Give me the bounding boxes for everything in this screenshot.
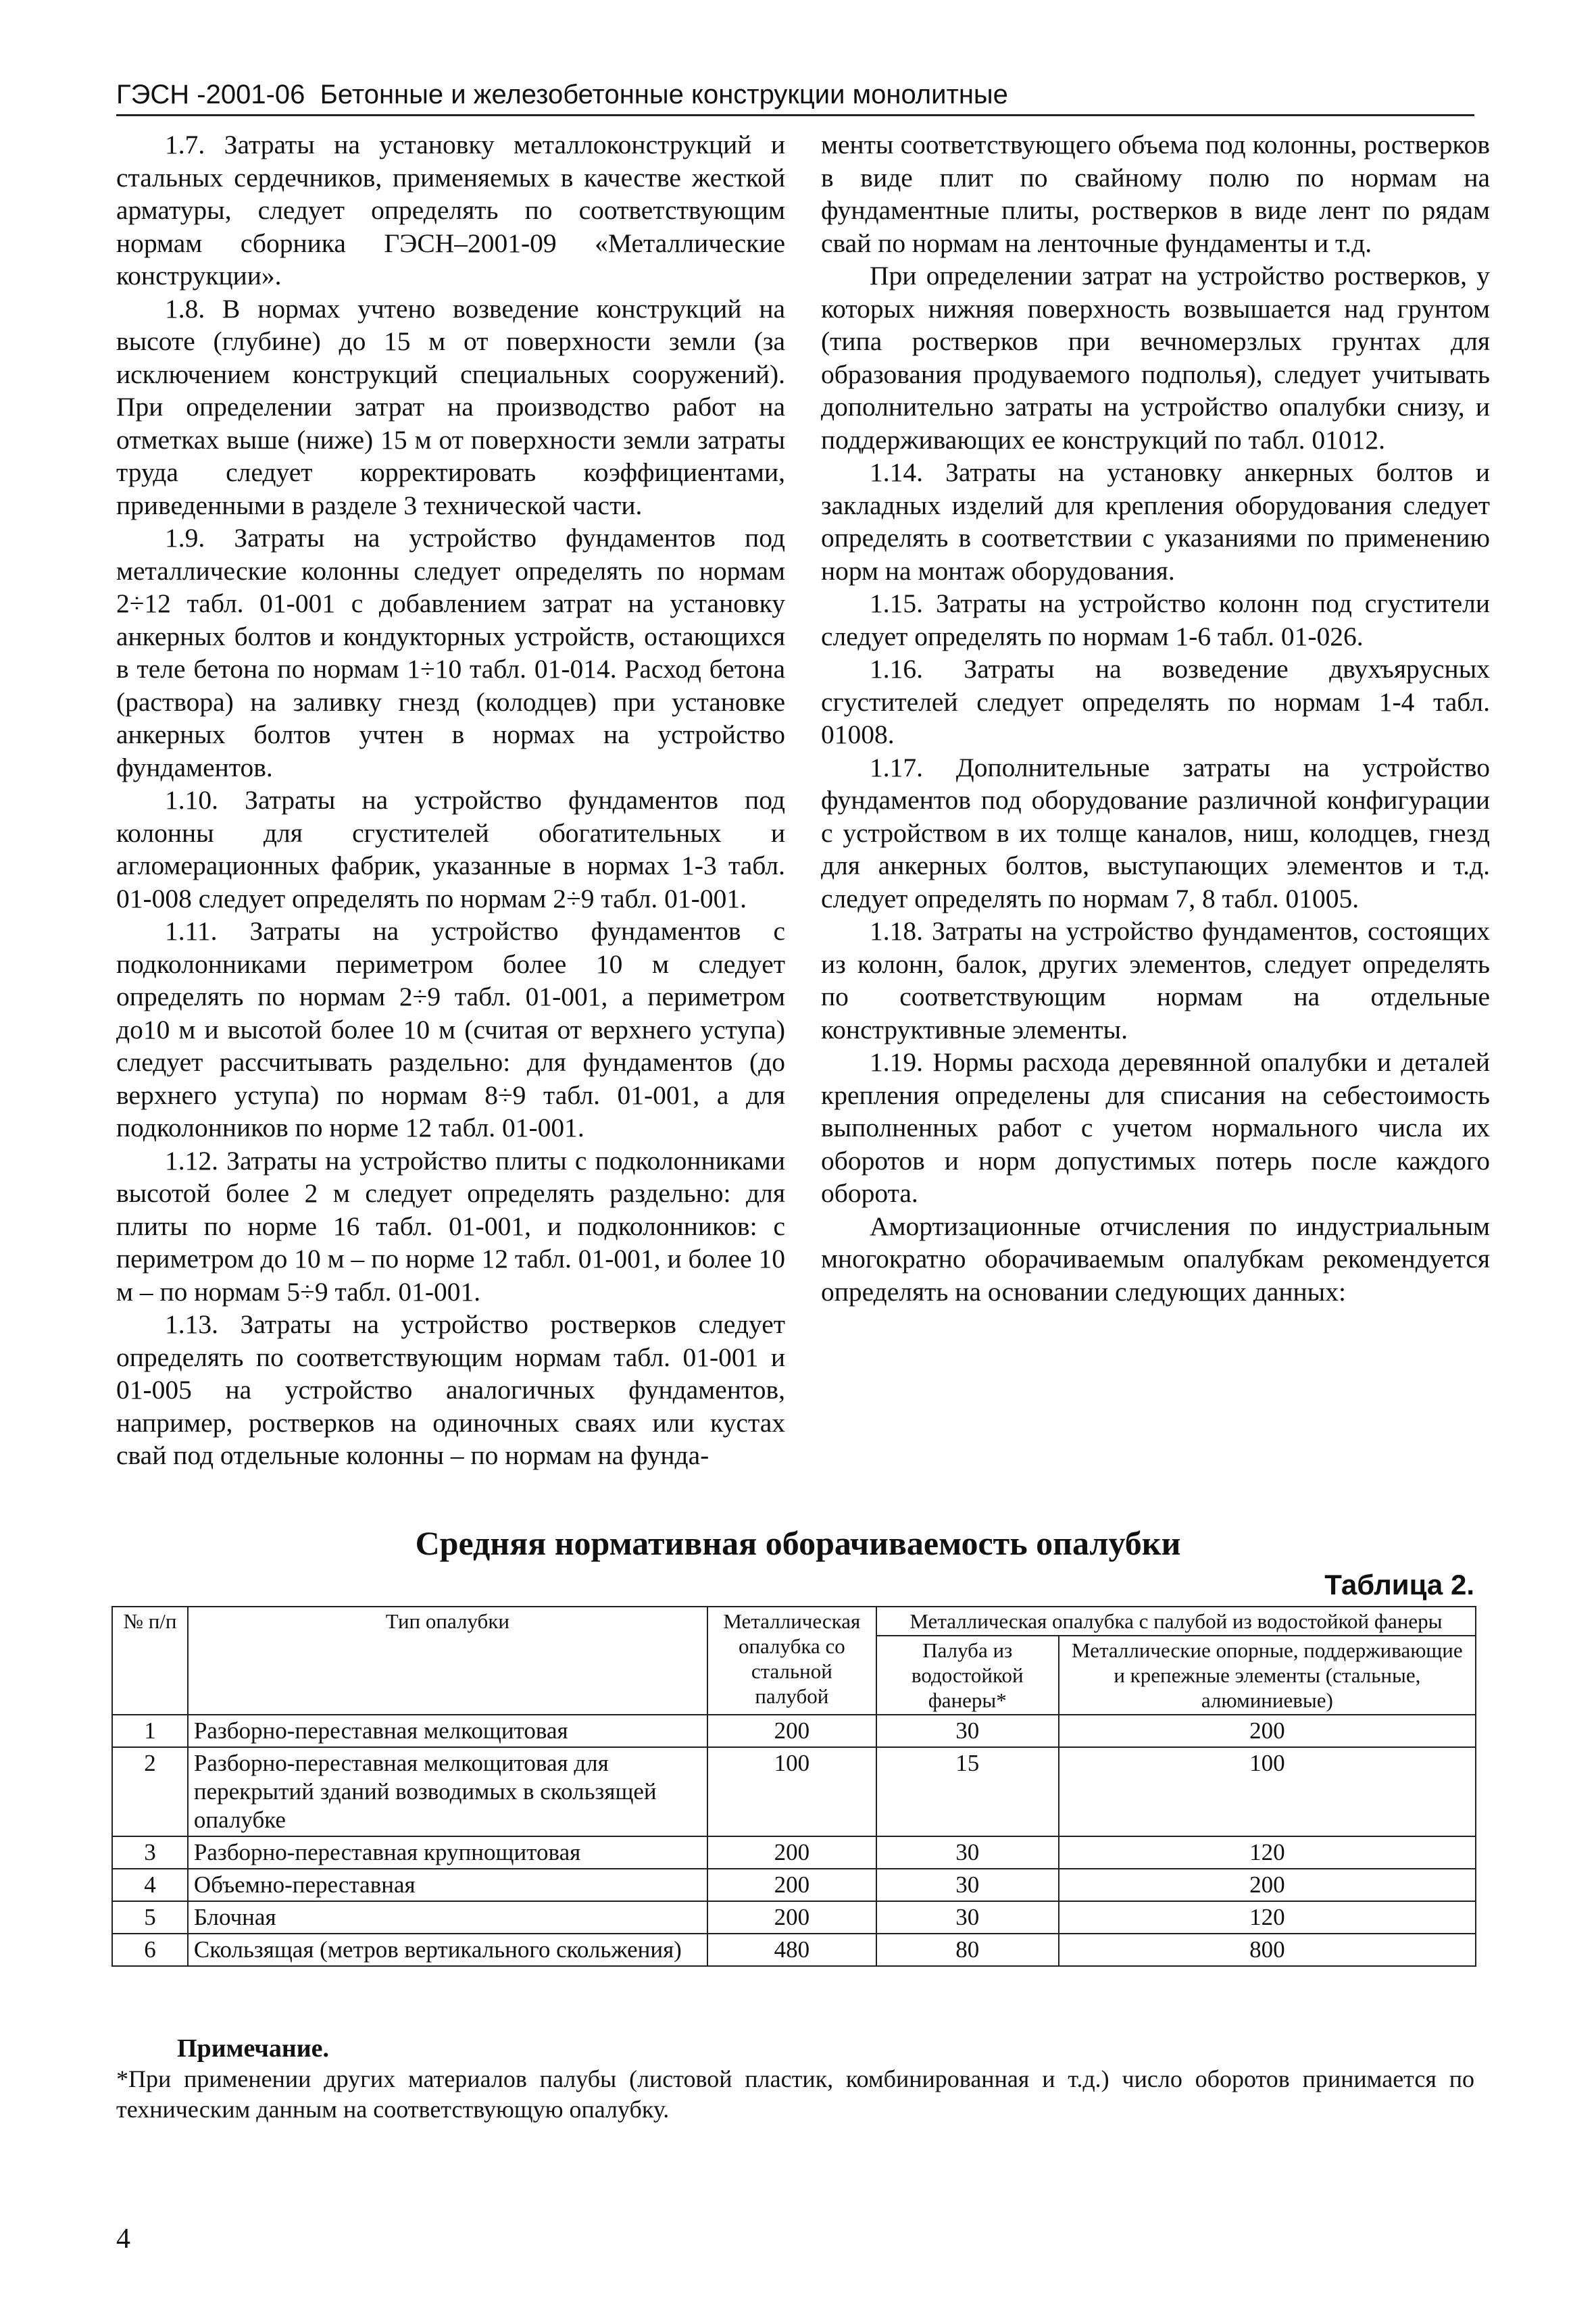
cell-supports: 800 (1059, 1934, 1476, 1966)
cell-num: 1 (112, 1715, 188, 1747)
cell-plywood: 30 (876, 1901, 1059, 1934)
paragraph: Амортизационные отчисления по индустриальным многократно оборачиваемым опалубкам рекомендуется определять на основании следующих данных: (821, 1211, 1490, 1307)
paragraph: 1.14. Затраты на установку анкерных болтов и закладных изделий для крепления оборудования следует определять в соответствии с указаниями по применению норм на монтаж оборудования. (821, 457, 1490, 586)
cell-metal: 200 (707, 1869, 876, 1901)
cell-type: Блочная (188, 1901, 707, 1934)
cell-metal: 200 (707, 1901, 876, 1934)
header-num: № п/п (112, 1607, 188, 1715)
cell-supports: 120 (1059, 1836, 1476, 1869)
cell-plywood: 30 (876, 1869, 1059, 1901)
paragraph: 1.15. Затраты на устройство колонн под сгустители следует определять по нормам 1-6 табл. 01-026. (821, 588, 1490, 651)
cell-supports: 200 (1059, 1869, 1476, 1901)
header-plywood: Палуба из водостойкой фанеры* (876, 1636, 1059, 1715)
cell-supports: 120 (1059, 1901, 1476, 1934)
cell-num: 5 (112, 1901, 188, 1934)
note-text: *При применении других материалов палубы (листовой пластик, комбинированная и т.д.) число оборотов принимается по техническим данным на соответствующую опалубку. (116, 2065, 1474, 2123)
cell-type: Разборно-переставная мелкощитовая (188, 1715, 707, 1747)
cell-plywood: 30 (876, 1715, 1059, 1747)
note-title: Примечание. (177, 2034, 329, 2063)
cell-supports: 100 (1059, 1747, 1476, 1836)
cell-num: 4 (112, 1869, 188, 1901)
paragraph: 1.13. Затраты на устройство ростверков следует определять по соответствующим нормам табл. 01-001 и 01-005 на устройство аналогичных фундаментов, например, ростверков на одиночных сваях или кустах свай под отдельные колонны – по нормам на фунда- (116, 1309, 785, 1470)
paragraph: 1.7. Затраты на установку металлоконструкций и стальных сердечников, применяемых в качестве жесткой арматуры, следует определять по соответствующим нормам сборника ГЭСН–2001-09 «Металлические конструкции». (116, 130, 785, 291)
cell-type: Скользящая (метров вертикального скольжения) (188, 1934, 707, 1966)
cell-plywood: 15 (876, 1747, 1059, 1836)
table-label: Таблица 2. (1324, 1569, 1474, 1601)
page-header (116, 80, 1474, 116)
paragraph: 1.12. Затраты на устройство плиты с подколонниками высотой более 2 м следует определять раздельно: для плиты по норме 16 табл. 01-001, и подколонников: с периметром до 10 м – по норме 12 табл. 01-001, и более 10 м – по нормам 5÷9 табл. 01-001. (116, 1145, 785, 1307)
header-code: ГЭСН -2001-06 (116, 80, 305, 109)
paragraph: 1.11. Затраты на устройство фундаментов с подколонниками периметром более 10 м следует определять по нормам 2÷9 табл. 01-001, а периметром до10 м и высотой более 10 м (считая от верхнего уступа) следует рассчитывать раздельно: для фундаментов (до верхнего уступа) по нормам 8÷9 табл. 01-001, а для подколонников по норме 12 табл. 01-001. (116, 916, 785, 1142)
paragraph: 1.19. Нормы расхода деревянной опалубки и деталей крепления определены для списания на себестоимость выполненных работ с учетом нормального числа их оборотов и норм допустимых потерь после каждого оборота. (821, 1047, 1490, 1208)
paragraph: менты соответствующего объема под колонны, ростверков в виде плит по свайному полю по нормам на фундаментные плиты, ростверков в виде лент по рядам свай по нормам на ленточные фундаменты и т.д. (821, 130, 1490, 258)
left-column (116, 128, 785, 1472)
table-row (112, 1836, 1476, 1869)
table-row (112, 1869, 1476, 1901)
header-supports: Металлические опорные, поддерживающие и крепежные элементы (стальные, алюминиевые) (1059, 1636, 1476, 1715)
cell-metal: 480 (707, 1934, 876, 1966)
cell-plywood: 30 (876, 1836, 1059, 1869)
paragraph: 1.18. Затраты на устройство фундаментов, состоящих из колонн, балок, других элементов, следует определять по соответствующим нормам на отдельные конструктивные элементы. (821, 916, 1490, 1045)
table-row (112, 1901, 1476, 1934)
paragraph: 1.16. Затраты на возведение двухъярусных сгустителей следует определять по нормам 1-4 табл. 01008. (821, 654, 1490, 749)
header-group: Металлическая опалубка с палубой из водостойкой фанеры (876, 1607, 1476, 1636)
paragraph: 1.10. Затраты на устройство фундаментов под колонны для сгустителей обогатительных и агломерационных фабрик, указанные в нормах 1-3 табл. 01-008 следует определять по нормам 2÷9 табл. 01-001. (116, 785, 785, 913)
page-number: 4 (116, 2223, 130, 2255)
header-metal: Металлическая опалубка со стальной палубой (707, 1607, 876, 1715)
table-note (116, 2034, 1474, 2125)
cell-num: 3 (112, 1836, 188, 1869)
cell-num: 2 (112, 1747, 188, 1836)
paragraph: 1.8. В нормах учтено возведение конструкций на высоте (глубине) до 15 м от поверхности земли (за исключением конструкций специальных сооружений). При определении затрат на производство работ на отметках выше (ниже) 15 м от поверхности земли затраты труда следует корректировать коэффициентами, приведенными в разделе 3 технической части. (116, 293, 785, 520)
paragraph: При определении затрат на устройство ростверков, у которых нижняя поверхность возвышается над грунтом (типа ростверков при вечномерзлых грунтах для образования продуваемого подполья), следует учитывать дополнительно затраты на устройство опалубки снизу, и поддерживающих ее конструкций по табл. 01012. (821, 261, 1490, 455)
cell-supports: 200 (1059, 1715, 1476, 1747)
table-row (112, 1715, 1476, 1747)
cell-num: 6 (112, 1934, 188, 1966)
table-title: Средняя нормативная оборачиваемость опалубки (415, 1524, 1181, 1562)
header-title: Бетонные и железобетонные конструкции монолитные (320, 80, 1008, 109)
cell-type: Разборно-переставная крупнощитовая (188, 1836, 707, 1869)
cell-type: Разборно-переставная мелкощитовая для перекрытий зданий возводимых в скользящей опалубке (188, 1747, 707, 1836)
header-type: Тип опалубки (188, 1607, 707, 1715)
paragraph: 1.9. Затраты на устройство фундаментов под металлические колонны следует определять по нормам 2÷12 табл. 01-001 с добавлением затрат на установку анкерных болтов и кондукторных устройств, остающихся в теле бетона по нормам 1÷10 табл. 01-014. Расход бетона (раствора) на заливку гнезд (колодцев) при установке анкерных болтов учтен в нормах на устройство фундаментов. (116, 523, 785, 782)
cell-metal: 200 (707, 1836, 876, 1869)
table-row (112, 1747, 1476, 1836)
paragraph: 1.17. Дополнительные затраты на устройство фундаментов под оборудование различной конфигурации с устройством в их толще каналов, ниш, колодцев, гнезд для анкерных болтов, выступающих элементов и т.д. следует определять по нормам 7, 8 табл. 01005. (821, 752, 1490, 913)
cell-metal: 100 (707, 1747, 876, 1836)
table-row (112, 1934, 1476, 1966)
cell-type: Объемно-переставная (188, 1869, 707, 1901)
formwork-table (111, 1606, 1476, 1967)
right-column (821, 128, 1490, 1308)
cell-metal: 200 (707, 1715, 876, 1747)
cell-plywood: 80 (876, 1934, 1059, 1966)
